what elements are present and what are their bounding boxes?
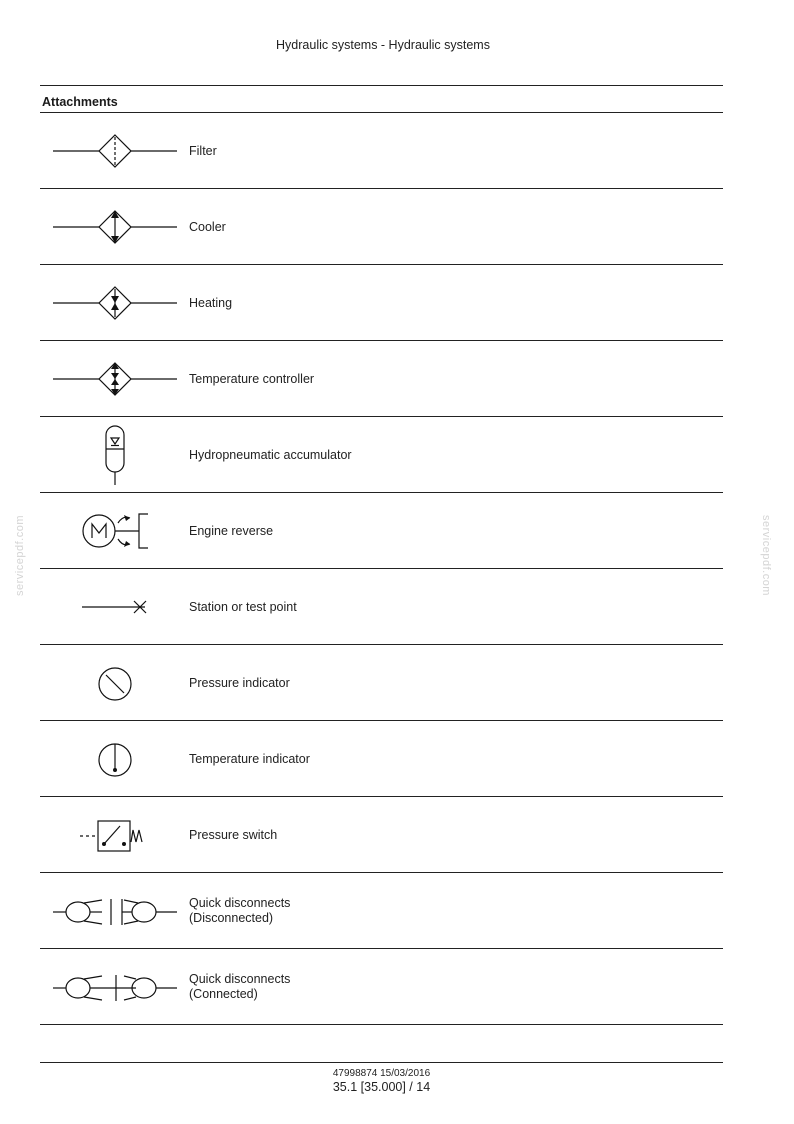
symbol-label-state: (Disconnected) — [189, 911, 274, 925]
page-number: 35.1 [35.000] / 14 — [332, 1080, 431, 1094]
symbol-label: Temperature indicator — [189, 751, 310, 766]
symbol-row-quick-disconnect-closed — [40, 949, 723, 1025]
symbol-row-pressure-indicator — [40, 645, 723, 721]
symbol-row-heating — [40, 265, 723, 341]
symbol-row-filter — [40, 113, 723, 189]
filter-icon — [40, 113, 186, 189]
symbol-label: Quick disconnects — [189, 896, 291, 910]
section-title: Attachments — [42, 95, 118, 109]
footer-rule — [40, 1062, 723, 1063]
pressure-indicator-icon — [40, 645, 186, 721]
engine-reverse-icon — [40, 493, 186, 569]
symbol-row-test-point — [40, 569, 723, 645]
symbol-row-quick-disconnect-open — [40, 873, 723, 949]
cooler-icon — [40, 189, 186, 265]
symbol-label: Temperature controller — [189, 371, 315, 386]
symbol-label: Station or test point — [189, 599, 297, 614]
symbol-row-engine-reverse — [40, 493, 723, 569]
watermark-left: servicepdf.com — [14, 515, 26, 596]
quick-disconnect-closed-icon — [40, 949, 186, 1025]
symbol-row-cooler — [40, 189, 723, 265]
symbol-row-pressure-switch — [40, 797, 723, 873]
watermark-right: servicepdf.com — [760, 515, 772, 596]
symbol-label-state: (Connected) — [189, 987, 258, 1001]
row-divider — [40, 1024, 723, 1025]
document-code: 47998874 15/03/2016 — [332, 1068, 431, 1079]
test-point-icon — [40, 569, 186, 645]
symbol-label: Cooler — [189, 219, 226, 234]
symbol-row-accumulator — [40, 417, 723, 493]
symbol-row-temperature-indicator — [40, 721, 723, 797]
symbol-label: Pressure switch — [189, 827, 278, 842]
page-header: Hydraulic systems - Hydraulic systems — [276, 38, 490, 52]
symbol-label: Filter — [189, 143, 217, 158]
symbol-label: Pressure indicator — [189, 675, 290, 690]
symbol-label: Heating — [189, 295, 233, 310]
pressure-switch-icon — [40, 797, 186, 873]
symbol-label: Engine reverse — [189, 523, 274, 538]
temperature-indicator-icon — [40, 721, 186, 797]
temperature-controller-icon — [40, 341, 186, 417]
header-rule — [40, 85, 723, 86]
symbol-row-temperature-controller — [40, 341, 723, 417]
heating-icon — [40, 265, 186, 341]
symbol-label: Hydropneumatic accumulator — [189, 447, 352, 462]
accumulator-icon — [40, 417, 186, 493]
symbol-label: Quick disconnects — [189, 972, 291, 986]
quick-disconnect-open-icon — [40, 873, 186, 949]
